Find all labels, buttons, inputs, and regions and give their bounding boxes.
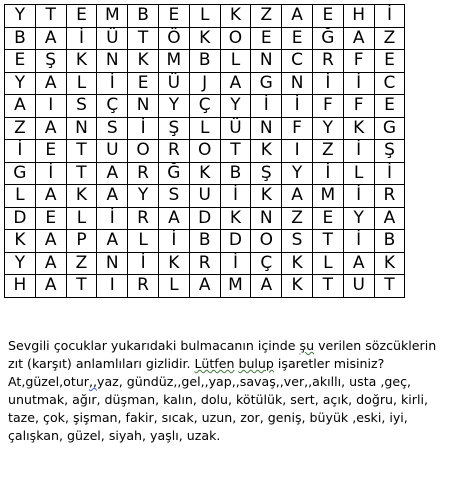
grid-cell: R <box>158 140 189 163</box>
grid-cell: K <box>251 140 282 163</box>
grid-cell: H <box>5 275 36 298</box>
grid-cell: E <box>282 27 313 50</box>
grid-cell: N <box>128 95 159 118</box>
grid-cell: Ü <box>97 27 128 50</box>
grid-cell: E <box>5 50 36 73</box>
grid-cell: O <box>128 140 159 163</box>
grid-cell: R <box>374 185 405 208</box>
grid-cell: U <box>343 275 374 298</box>
grid-cell: İ <box>5 140 36 163</box>
grid-cell: L <box>189 5 220 28</box>
grid-cell: Ğ <box>312 27 343 50</box>
grid-cell: S <box>282 230 313 253</box>
grid-cell: T <box>312 230 343 253</box>
grid-cell: İ <box>128 117 159 140</box>
grid-cell: Ü <box>220 117 251 140</box>
grid-cell: I <box>35 95 66 118</box>
grid-row <box>5 185 405 208</box>
grid-cell: A <box>282 185 313 208</box>
grid-cell: İ <box>282 95 313 118</box>
grid-cell: Y <box>343 207 374 230</box>
grid-cell: A <box>35 230 66 253</box>
grid-cell: N <box>66 117 97 140</box>
grid-cell: M <box>158 50 189 73</box>
grid-cell: Y <box>312 117 343 140</box>
grid-cell: L <box>128 230 159 253</box>
grid-cell: İ <box>343 230 374 253</box>
grid-cell: N <box>282 72 313 95</box>
grid-cell: K <box>5 230 36 253</box>
grid-cell: A <box>282 5 313 28</box>
grid-cell: B <box>220 162 251 185</box>
grid-cell: R <box>128 162 159 185</box>
grid-cell: İ <box>128 252 159 275</box>
grid-cell: Ş <box>251 162 282 185</box>
grid-row <box>5 162 405 185</box>
grid-cell: A <box>35 27 66 50</box>
grid-cell: Z <box>5 117 36 140</box>
grid-cell: A <box>251 275 282 298</box>
grid-cell: L <box>189 117 220 140</box>
grid-cell: T <box>128 27 159 50</box>
grid-cell: L <box>66 72 97 95</box>
grid-row <box>5 275 405 298</box>
grid-cell: S <box>158 185 189 208</box>
grid-cell: M <box>220 275 251 298</box>
grid-cell: E <box>66 5 97 28</box>
grid-cell: İ <box>343 185 374 208</box>
grid-cell: E <box>251 27 282 50</box>
word-search-grid <box>4 4 405 298</box>
grid-cell: A <box>97 162 128 185</box>
grid-cell: A <box>35 185 66 208</box>
grid-cell: R <box>128 207 159 230</box>
grid-cell: K <box>374 252 405 275</box>
word-list: At,güzel,otur,,yaz, gündüz,,gel,,yap,,savaş,,ver,,akıllı, usta ,geç, unutmak, ağır, düşman, kalın, dolu, kötülük, sert, açık, doğru, kirli, taze, çok, şişman, fakir, sıcak, uzun, zor, geniş, büyük ,eski, iyi, çalışkan, güzel, siyah, yaşlı, uzak. <box>8 374 428 443</box>
grid-cell: N <box>251 207 282 230</box>
grid-cell: Ğ <box>158 162 189 185</box>
grid-row <box>5 5 405 28</box>
grid-cell: S <box>66 95 97 118</box>
grid-cell: T <box>374 275 405 298</box>
grid-cell: H <box>343 5 374 28</box>
grid-cell: D <box>220 230 251 253</box>
grid-cell: D <box>5 207 36 230</box>
grid-cell: N <box>97 50 128 73</box>
grid-cell: İ <box>343 140 374 163</box>
grid-cell: K <box>66 185 97 208</box>
grid-cell: Y <box>282 162 313 185</box>
grid-cell: E <box>35 140 66 163</box>
grid-cell: E <box>374 50 405 73</box>
grid-cell: B <box>189 50 220 73</box>
grid-cell: A <box>35 72 66 95</box>
grid-cell: B <box>5 27 36 50</box>
grid-cell: F <box>312 95 343 118</box>
grid-cell: I <box>282 140 313 163</box>
grid-cell: İ <box>220 185 251 208</box>
grid-cell: A <box>35 252 66 275</box>
grid-cell: Ş <box>35 50 66 73</box>
grid-row <box>5 72 405 95</box>
grid-cell: U <box>97 140 128 163</box>
underlined-word-lutfen: Lütfen <box>194 356 235 371</box>
grid-cell: İ <box>312 162 343 185</box>
grid-row <box>5 27 405 50</box>
grid-cell: L <box>5 185 36 208</box>
grid-cell: Y <box>158 95 189 118</box>
grid-cell: J <box>189 72 220 95</box>
grid-cell: Ö <box>158 27 189 50</box>
grid-cell: İ <box>343 72 374 95</box>
grid-cell: B <box>128 5 159 28</box>
grid-cell: K <box>282 252 313 275</box>
grid-row <box>5 117 405 140</box>
grid-cell: L <box>66 207 97 230</box>
grid-cell: A <box>343 27 374 50</box>
grid-cell: Ü <box>158 72 189 95</box>
grid-cell: L <box>158 275 189 298</box>
grid-cell: M <box>97 5 128 28</box>
grid-cell: İ <box>97 72 128 95</box>
grid-cell: R <box>128 275 159 298</box>
grid-cell: İ <box>220 252 251 275</box>
grid-cell: O <box>251 230 282 253</box>
grid-cell: T <box>66 140 97 163</box>
grid-cell: A <box>97 230 128 253</box>
grid-cell: Z <box>251 5 282 28</box>
grid-cell: K <box>158 252 189 275</box>
grid-cell: N <box>251 50 282 73</box>
underlined-word-su: şu <box>299 338 315 353</box>
grid-cell: A <box>158 207 189 230</box>
grid-cell: A <box>97 185 128 208</box>
grid-cell: K <box>220 207 251 230</box>
instruction-text: Sevgili çocuklar yukarıdaki bulmacanın içinde şu verilen sözcüklerin zıt (karşıt) anlamlıları gizlidir. Lütfen bulup işaretler misiniz? <box>8 338 437 371</box>
grid-cell: İ <box>374 5 405 28</box>
grid-cell: C <box>282 50 313 73</box>
grid-row <box>5 50 405 73</box>
grid-cell: Z <box>282 207 313 230</box>
grid-cell: Ç <box>97 95 128 118</box>
grid-cell: Ş <box>374 140 405 163</box>
grid-row <box>5 230 405 253</box>
grid-cell: N <box>251 117 282 140</box>
grid-cell: T <box>66 162 97 185</box>
grid-cell: K <box>343 117 374 140</box>
grid-cell: Y <box>128 185 159 208</box>
puzzle-text <box>8 337 448 445</box>
grid-row <box>5 95 405 118</box>
grid-cell: G <box>374 117 405 140</box>
grid-cell: R <box>312 50 343 73</box>
grid-cell: Ş <box>158 117 189 140</box>
grid-cell: T <box>220 140 251 163</box>
grid-cell: D <box>189 207 220 230</box>
grid-cell: Y <box>5 5 36 28</box>
grid-cell: K <box>66 50 97 73</box>
grid-cell: B <box>189 230 220 253</box>
grid-cell: F <box>282 117 313 140</box>
grid-cell: I <box>97 275 128 298</box>
grid-cell: K <box>128 50 159 73</box>
grid-cell: İ <box>312 72 343 95</box>
grid-cell: R <box>189 252 220 275</box>
grid-cell: Y <box>5 72 36 95</box>
grid-cell: K <box>251 185 282 208</box>
grid-cell: O <box>189 140 220 163</box>
grid-row <box>5 252 405 275</box>
grid-cell: G <box>5 162 36 185</box>
grid-cell: A <box>374 207 405 230</box>
grid-cell: Z <box>66 252 97 275</box>
grid-cell: L <box>312 252 343 275</box>
grid-cell: İ <box>66 27 97 50</box>
grid-row <box>5 140 405 163</box>
grid-cell: F <box>343 95 374 118</box>
grid-cell: İ <box>374 162 405 185</box>
grid-cell: Y <box>5 252 36 275</box>
grid-cell: E <box>312 207 343 230</box>
grid-cell: Z <box>374 27 405 50</box>
grid-cell: P <box>66 230 97 253</box>
grid-cell: G <box>251 72 282 95</box>
grid-cell: A <box>189 275 220 298</box>
grid-cell: İ <box>35 162 66 185</box>
grid-cell: U <box>189 185 220 208</box>
grid-cell: A <box>5 95 36 118</box>
underlined-word-bulup: bulup <box>238 356 274 371</box>
grid-cell: A <box>343 252 374 275</box>
grid-cell: M <box>312 185 343 208</box>
grid-cell: O <box>220 27 251 50</box>
grid-cell: E <box>312 5 343 28</box>
grid-cell: E <box>128 72 159 95</box>
grid-cell: T <box>35 5 66 28</box>
grid-cell: İ <box>158 230 189 253</box>
grid-cell: A <box>220 72 251 95</box>
grid-cell: K <box>189 162 220 185</box>
grid-cell: İ <box>97 207 128 230</box>
grid-cell: K <box>189 27 220 50</box>
grid-cell: E <box>374 95 405 118</box>
grid-cell: F <box>343 50 374 73</box>
grid-cell: T <box>312 275 343 298</box>
grid-cell: Ç <box>189 95 220 118</box>
grid-cell: N <box>97 252 128 275</box>
grid-cell: L <box>220 50 251 73</box>
grid-cell: E <box>158 5 189 28</box>
grid-cell: Ç <box>251 252 282 275</box>
grid-cell: K <box>220 5 251 28</box>
grid-cell: A <box>35 117 66 140</box>
grid-cell: E <box>35 207 66 230</box>
grid-cell: A <box>35 275 66 298</box>
grid-cell: L <box>343 162 374 185</box>
grid-cell: B <box>374 230 405 253</box>
grid-cell: Z <box>312 140 343 163</box>
grid-cell: S <box>97 117 128 140</box>
grid-cell: T <box>66 275 97 298</box>
grid-cell: K <box>282 275 313 298</box>
grid-row <box>5 207 405 230</box>
grid-cell: C <box>374 72 405 95</box>
grid-cell: Y <box>220 95 251 118</box>
grid-cell: İ <box>251 95 282 118</box>
